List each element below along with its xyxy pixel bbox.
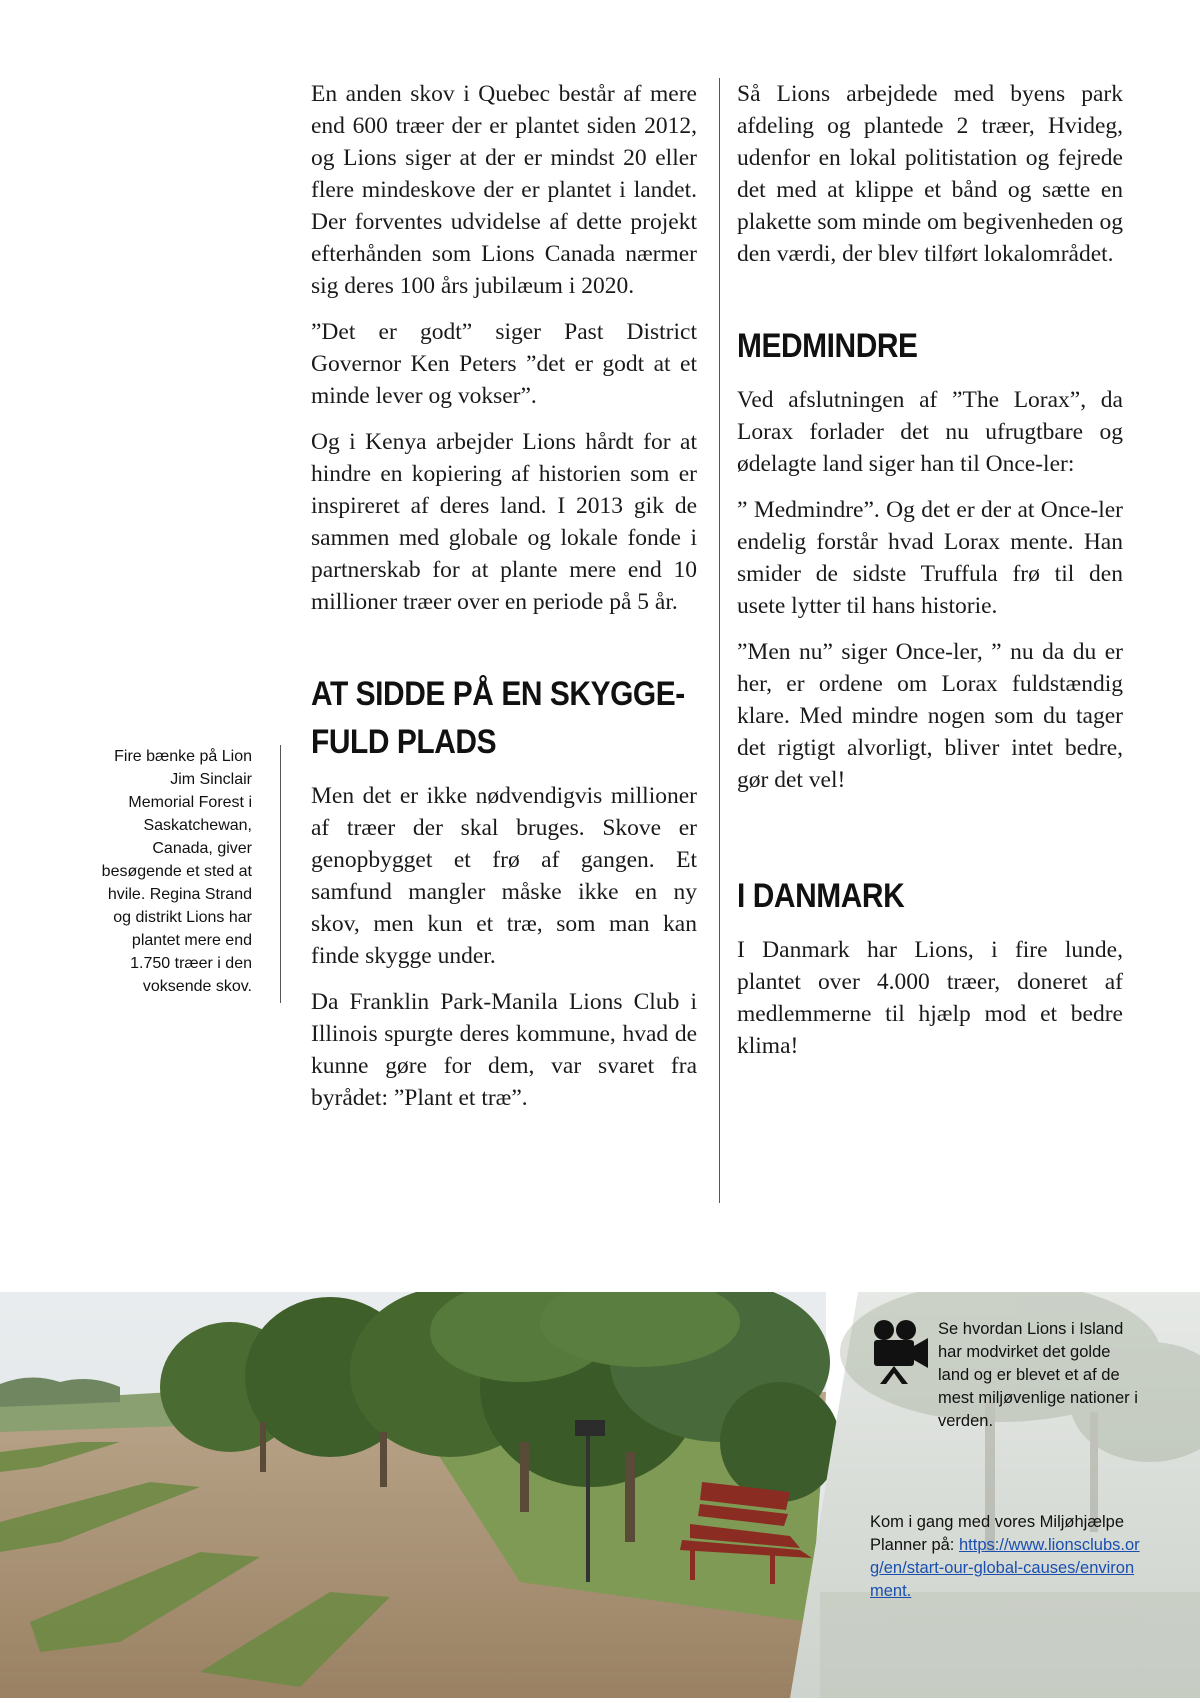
video-description: Se hvordan Lions i Island har modvirket det golde land og er blevet et af de mest miljøvenlige nationer i verden. [938,1320,1138,1430]
heading-medmindre: MEDMINDRE [737,327,918,365]
paragraph-quebec: En anden skov i Quebec består af mere end 600 træer der er plantet siden 2012, og Lions siger at der er mindst 20 eller flere mindeskove der er plantet i landet. Der forventes udvidelse af dette projekt efterhånden som Lions Canada nærmer sig deres 100 års jubilæum i 2020. [311,81,697,299]
paragraph-byens-park: Så Lions arbejdede med byens park afdeling og plantede 2 træer, Hvideg, udenfor en lokal politistation og fejrede det med at klippe et bånd og sætte en plakette som minde om begivenheden og den værdi, der blev tilført lokalområdet. [737,81,1123,267]
environment-link[interactable]: https://www.lionsclubs.org/en/start-our-global-causes/environment. [870,1536,1140,1600]
paragraph-lorax-3: ”Men nu” siger Once-ler, ” nu da du er her, er ordene om Lorax fuldstændig klare. Med mindre nogen som du tager det rigtigt alvorligt, bliver intet bedre, gør det vel! [737,639,1123,793]
heading-skyggefuld-plads: AT SIDDE PÅ EN SKYGGE-FULD PLADS [311,675,685,761]
video-camera-icon[interactable] [870,1318,932,1384]
paragraph-lorax-2: ” Medmindre”. Og det er der at Once-ler endelig forstår hvad Lorax mente. Han smider de sidste Truffula frø til den usete lytter til hans historie. [737,497,1123,619]
paragraph-franklin-park: Da Franklin Park-Manila Lions Club i Illinois spurgte deres kommune, hvad de kunne gøre for dem, var svaret fra byrådet: ”Plant et træ”. [311,989,697,1111]
photo-caption: Fire bænke på Lion Jim Sinclair Memorial Forest i Saskatchewan, Canada, giver besøgende et sted at hvile. Regina Strand og distrikt Lions har plantet mere end 1.750 træer i den voksende skov. [101,748,252,995]
paragraph-ken-peters: ”Det er godt” siger Past District Governor Ken Peters ”det er godt at et minde lever og vokser”. [311,319,697,409]
paragraph-kenya: Og i Kenya arbejder Lions hårdt for at hindre en kopiering af historien som er inspireret af deres land. I 2013 gik de sammen med globale og lokale fonde i partnerskab for at plante mere end 10 millioner træer over en periode på 5 år. [311,429,697,615]
heading-i-danmark: I DANMARK [737,877,905,915]
left-column [311,78,697,1128]
paragraph-danmark: I Danmark har Lions, i fire lunde, plantet over 4.000 træer, doneret af medlemmerne til hjælp mod et bedre klima! [737,937,1123,1059]
column-divider [719,78,720,1203]
paragraph-lorax-1: Ved afslutningen af ”The Lorax”, da Lorax forlader det nu ufrugtbare og ødelagte land siger han til Once-ler: [737,387,1123,477]
planner-text [870,1511,1140,1603]
caption-divider [280,745,281,1003]
paragraph-millioner: Men det er ikke nødvendigvis millioner af træer der skal bruges. Skove er genopbygget et frø af gangen. Et samfund mangler måske ikke en ny skov, men kun et træ, som man kan finde skygge under. [311,783,697,969]
planner-label: Kom i gang med vores Miljøhjælpe Planner på: [870,1513,1125,1554]
info-panel [870,1318,1140,1603]
right-column [737,78,1123,1076]
